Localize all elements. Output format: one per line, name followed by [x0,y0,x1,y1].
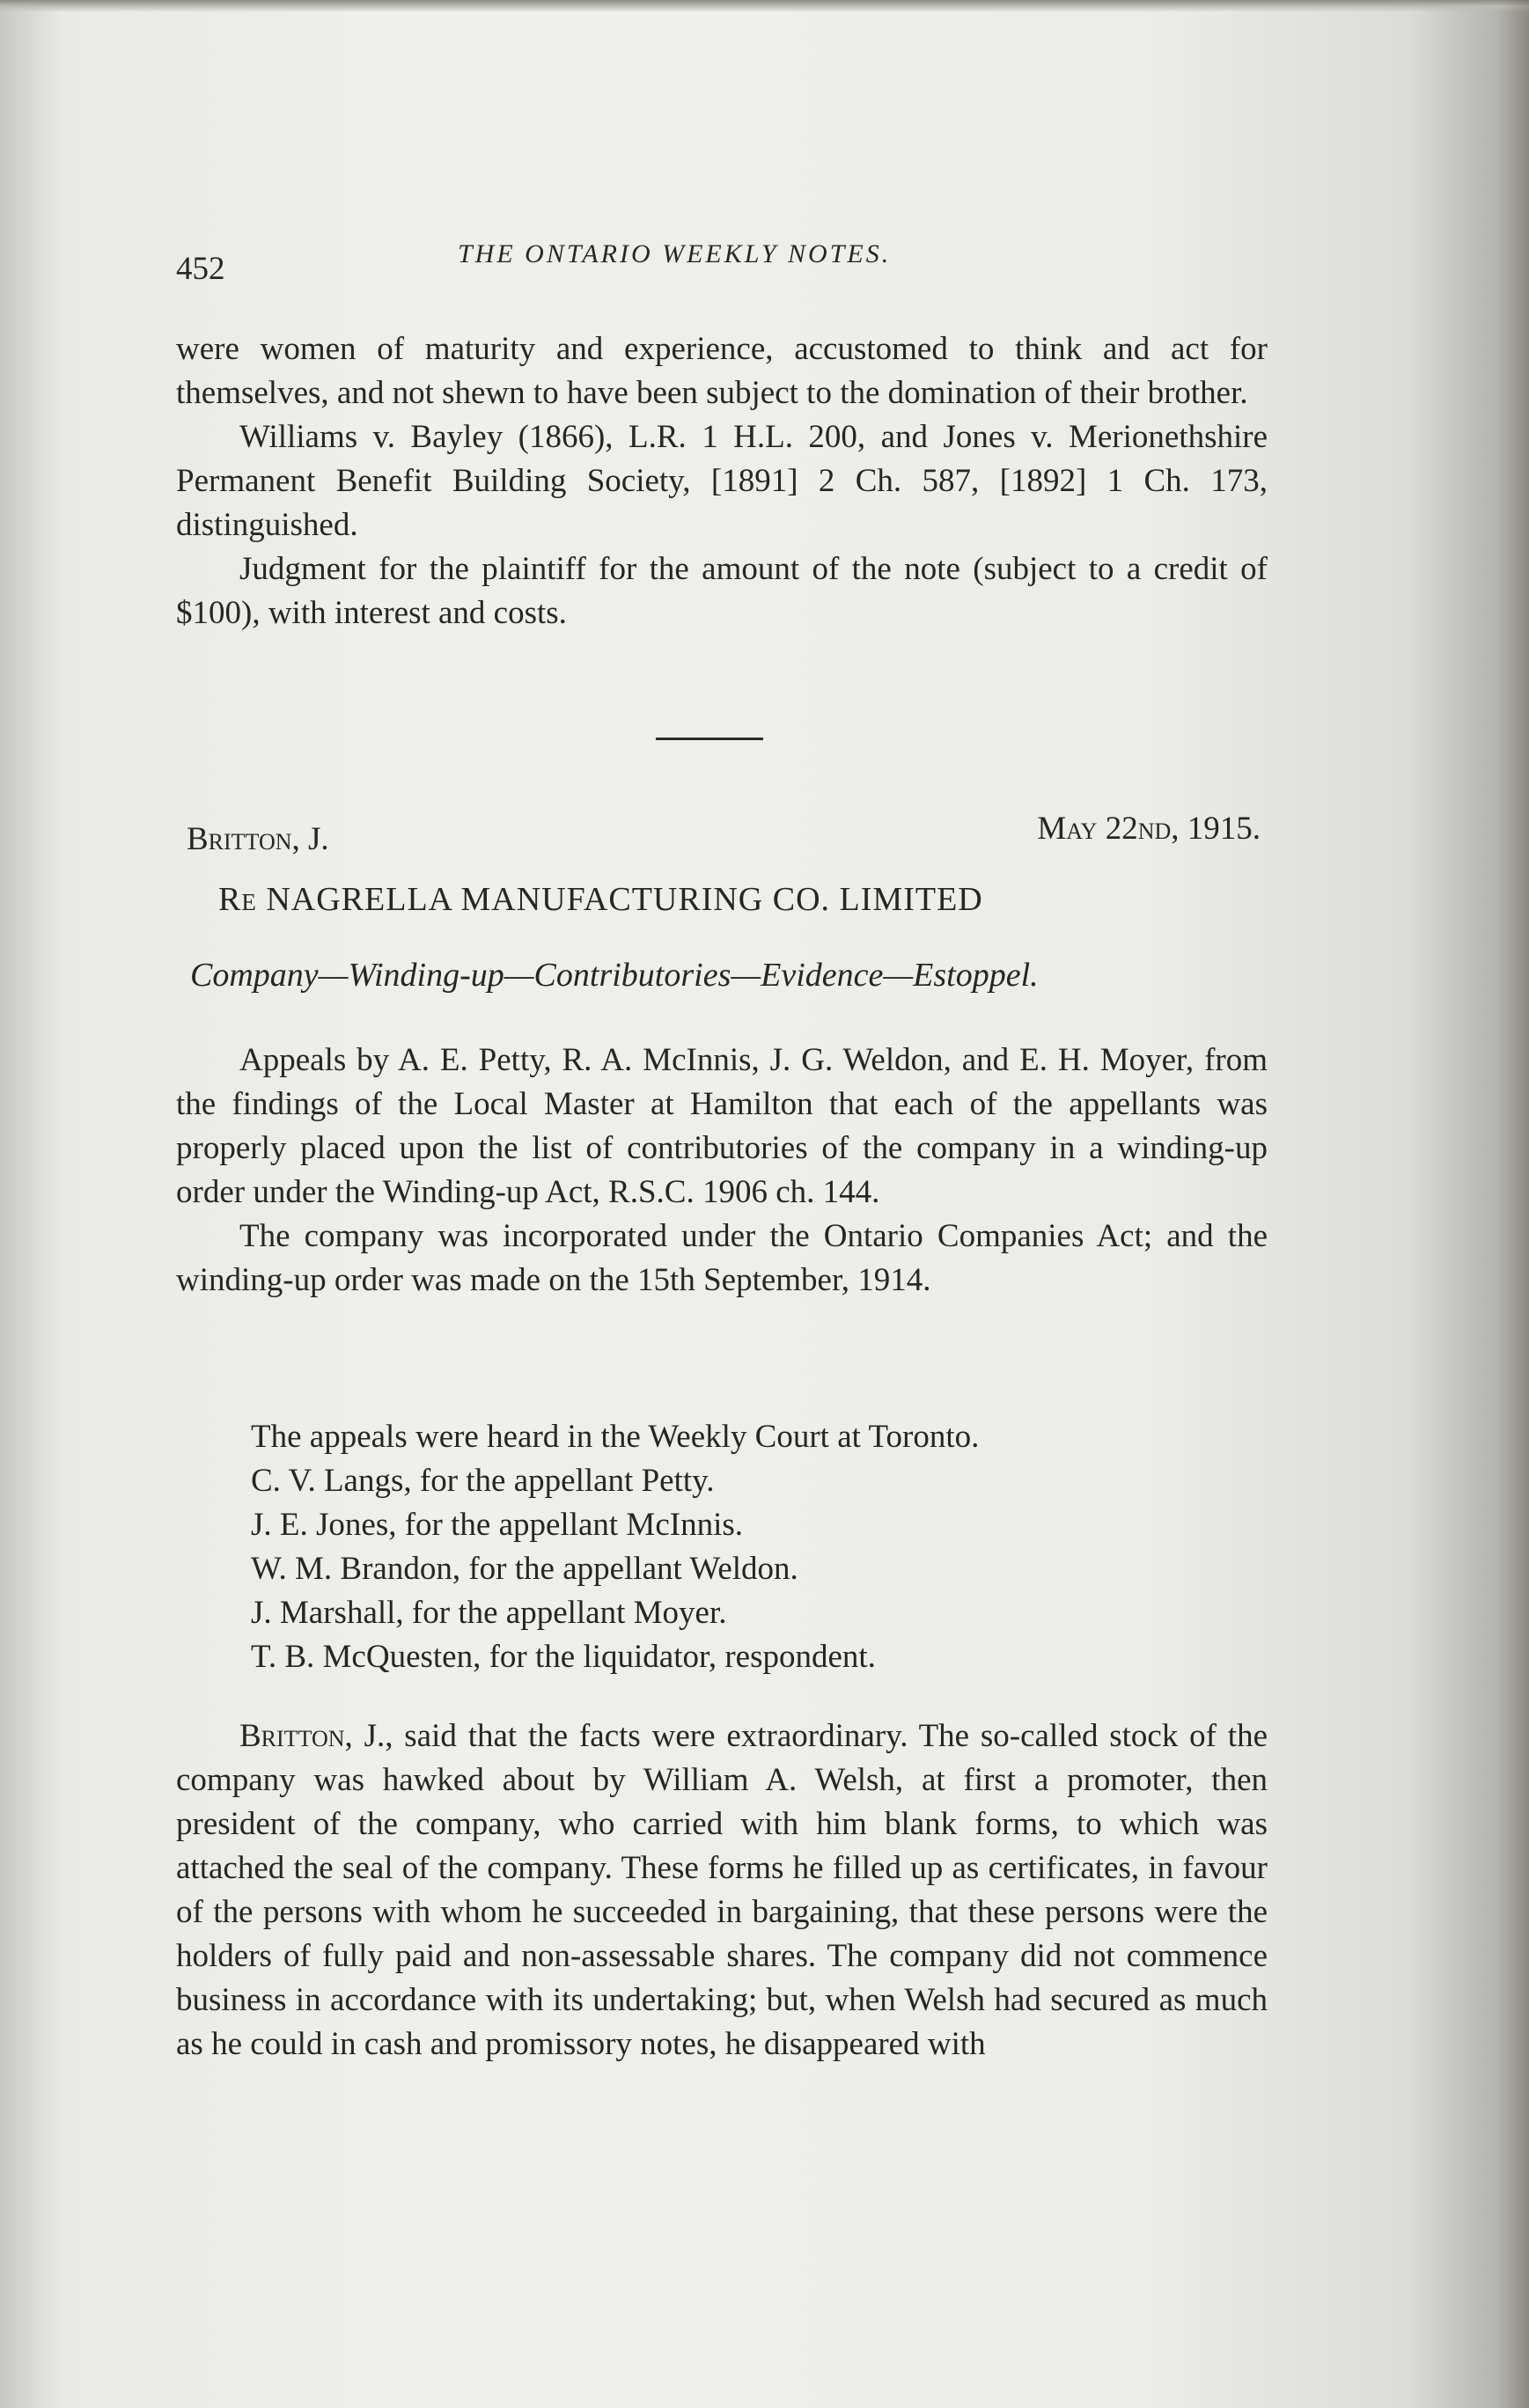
judgment-date: May 22nd, 1915. [1037,811,1261,847]
appeal-paragraph: Appeals by A. E. Petty, R. A. McInnis, J. G. Weldon, and E. H. Moyer, from the findings of the Local Master at Hamilton that each of the appellants was properly placed upon the list of contributories of the company in a winding-up order under the Winding-up Act, R.S.C. 1906 ch. 144. [176,1042,1268,1210]
counsel-line: C. V. Langs, for the appellant Petty. [251,1463,715,1499]
counsel-line: W. M. Brandon, for the appellant Weldon. [251,1551,798,1587]
page-top-edge [0,0,1529,12]
counsel-line: J. E. Jones, for the appellant McInnis. [251,1507,743,1543]
case-title-prefix: Re [218,881,257,918]
counsel-line: T. B. McQuesten, for the liquidator, respondent. [251,1639,876,1675]
case-title [218,880,983,919]
journal-title: THE ONTARIO WEEKLY NOTES. [458,239,892,268]
catchwords: Company—Winding-up—Contributories—Evidence—Estoppel. [190,957,1039,994]
section-divider [656,738,763,740]
page-binding-shadow [1497,0,1529,2408]
page-number: 452 [176,251,225,287]
judge-name: Britton, J. [187,821,329,857]
previous-case-conclusion [176,327,1268,635]
running-head [176,239,1268,287]
judgment-text: said that the facts were extraordinary. The so-called stock of the company was hawked about by William A. Welsh, at first a promoter, then president of the company, who carried with him blank forms, to which was attached the seal of the company. These forms he filled up as certificates, in favour of the persons with whom he succeeded in bargaining, that these persons were the holders of fully paid and non-assessable shares. The company did not commence business in accordance with its undertaking; but, when Welsh had secured as much as he could in cash and promissory notes, he disappeared with [176,1718,1268,2062]
case-byline [187,810,1261,863]
counsel-line: J. Marshall, for the appellant Moyer. [251,1595,727,1631]
incorporation-paragraph: The company was incorporated under the Ontario Companies Act; and the winding-up order was made on the 15th September, 1914. [176,1218,1268,1298]
judgment-body [176,1714,1268,2067]
counsel-list [251,1415,979,1679]
judge-reference: Britton, J., [239,1718,393,1754]
continued-paragraph: were women of maturity and experience, accustomed to think and act for themselves, and not shewn to have been subject to the domination of their brother. [176,331,1268,411]
headnote [176,1039,1268,1303]
hearing-note: The appeals were heard in the Weekly Court at Toronto. [251,1419,980,1455]
distinguished-cases-paragraph: Williams v. Bayley (1866), L.R. 1 H.L. 200, and Jones v. Merionethshire Permanent Benefit Building Society, [1891] 2 Ch. 587, [1892] 1 Ch. 173, distinguished. [176,419,1268,543]
judgment-paragraph: Judgment for the plaintiff for the amount of the note (subject to a credit of $100), with interest and costs. [176,551,1268,631]
case-title-name: NAGRELLA MANUFACTURING CO. LIMITED [266,881,983,918]
judgment-opening-paragraph [176,1714,1268,2067]
